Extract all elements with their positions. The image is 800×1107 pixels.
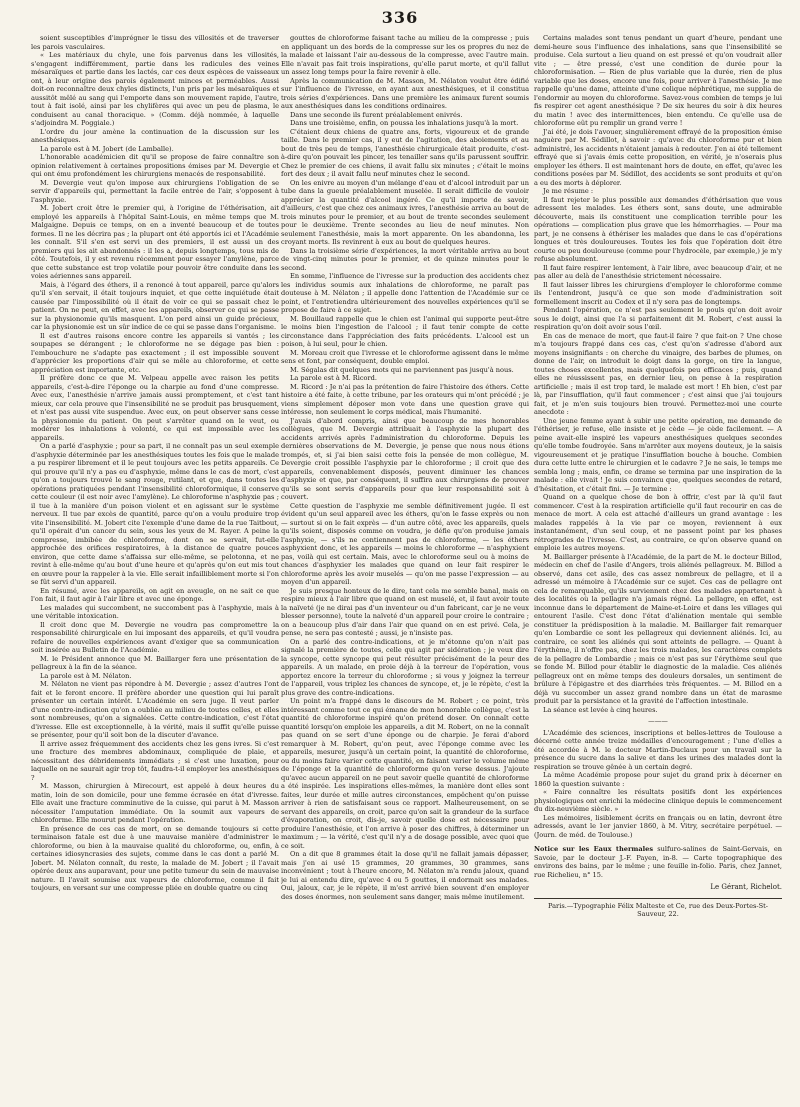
paragraph: La séance est levée à cinq heures. xyxy=(543,705,658,714)
paragraph: On les enivre au moyen d'un mélange d'eau et d'alcool introduit par un tube dans la gueule préalablement muselée. Il serait difficile de vouloir apprécier la quantité d'alcool ingéré. Ce qu'il importe de savoir, d'ailleurs, c'est que chez ces animaux ivres, l'anesthésie arriva au bout de trois minutes pour le premier, et au bout de trente secondes seulement pour le deuxième. Trente secondes au lieu de neuf minutes. Non seulement l'anesthésie, mais la mort apparente. On les abandonna, les croyant morts. Ils revinrent à eux au bout de quelques heures. xyxy=(281,178,529,246)
paragraph: Après la communication de M. Masson, M. Nélaton voulut être édifié sur l'influence de l'ivresse, en ayant aux anesthésiques, et il constitua trois séries d'expériences. Dans une première les animaux furent soumis aux anesthésiques dans les conditions ordinaires. xyxy=(281,76,529,110)
paragraph: Les mémoires, lisiblement écrits en français ou en latin, devront être adressés, avant le 1er janvier 1860, à M. Vitry, secrétaire perpétuel. — (Journ. de méd. de Toulouse.) xyxy=(534,813,782,839)
paragraph: Je suis presque honteux de le dire, tant cela me semble banal, mais on respire mieux à l'air libre que quand on est muselé, et, il faut avoir toute la naïveté (je ne dirai pas d'un inventeur ou d'un fabricant, car je ne veux blesser personne), toute la naïveté d'un appareil pour croire le contraire ; on a beaucoup plus d'air dans l'air que quand on en est privé. Cela, je pense, ne sera pas contesté ; aussi, je n'insiste pas. xyxy=(281,586,529,637)
paragraph: Cette question de l'asphyxie me semble définitivement jugée. Il est évident qu'un seul appareil avec les éthers, qu'on le fasse exprès ou non — surtout si on le fait exprès — d'un autre côté, avec les appareils, quels qu'ils soient, disposés comme on voudra, je défie qu'on produise jamais l'asphyxie, — s'ils ne contiennent pas de chloroforme, — les éthers asphyxient donc, et les appareils — moins le chloroforme — n'asphyxient pas, voilà qui est certain. Mais, avec le chloroforme seul ou à moins de chances d'asphyxier les malades que quand on leur fait respirer le chloroforme après les avoir muselés — qu'on me passe l'expression — au moyen d'un appareil. xyxy=(281,501,529,586)
paragraph: Il croit donc que M. Devergie ne voudra pas compromettre la responsabilité chirurgicale en lui imposant des appareils, et qu'il voudra refaire de nouvelles expériences avant d'exiger que sa communication soit insérée au Bulletin de l'Académie. xyxy=(31,620,279,654)
paragraph: On a parlé d'asphyxie ; pour sa part, il ne connaît pas un seul exemple d'asphyxie déterminée par les anesthésiques toutes les fois que le malade a pu respirer librement et il le peut toujours avec les petits appareils. Ce qui prouve qu'il n'y a pas eu d'asphyxie, même dans le cas de mort, c'est qu'on a toujours trouvé le sang rouge, rutilant, et que, dans toutes les opérations pratiquées pendant l'insensibilité chloroformique, il conserve cette couleur (il est noir avec l'amylène). Le chloroforme n'asphyxie pas ; il tue à la manière d'un poison violent et en agissant sur le système nerveux. Il tue par excès de quantité, parce qu'on a voulu produire trop vite l'insensibilité. M. Jobert cite l'exemple d'une dame de la rue Taitbout, qu'il opérait d'un cancer du sein, sous les yeux de M. Rayer. A peine la compresse, imbibée de chloroforme, dont on se servait, fut-elle approchée des orifices respiratoires, à la distance de quatre pouces environ, que cette dame s'affaissa sur elle-même, se pelotonna, et ne revint à elle-même qu'au bout d'une heure et qu'après qu'on eut mis tout en œuvre pour la rappeler à la vie. Elle serait infailliblement morte si l'on se fût servi d'un appareil. xyxy=(31,442,279,586)
paragraph: M. Ricord : Je n'ai pas la prétention de faire l'histoire des éthers. Cette histoire a été faite, à cette tribune, par les orateurs qui m'ont précédé ; je viens simplement déposer mon vote dans une question grave qui intéresse, non seulement le corps médical, mais l'humanité. xyxy=(281,382,529,416)
paragraph: M. Devergie veut qu'on impose aux chirurgiens l'obligation de se servir d'appareils qui, permettant la facile entrée de l'air, s'opposent à l'asphyxie. xyxy=(31,178,279,204)
advertisement-title: Notice sur les Eaux thermales xyxy=(534,845,654,853)
column-left xyxy=(31,34,279,1092)
paragraph: M. le Président annonce que M. Baillarger fera une présentation de pellagreux à la fin de la séance. xyxy=(31,654,279,671)
paragraph: En cas de menace de mort, que faut-il faire ? que fait-on ? Une chose m'a toujours frappé dans ces cas, c'est qu'on s'adresse d'abord aux moyens insignifiants : on cherche du vinaigre, des barbes de plumes, on donne de l'air, on introduit le doigt dans la gorge, on tire la langue, toutes choses excellentes, mais quelquefois peu efficaces ; puis, quand elles ne réussissent pas, en dernier lieu, on pense à la respiration artificielle ; mais il est trop tard, le malade est mort ! Eh bien, c'est par là, par l'insufflation, qu'il faut commencer ; c'est ainsi que j'ai toujours fait, et je m'en suis toujours bien trouvé. Permettez-moi une courte anecdote : xyxy=(534,331,782,416)
paragraph: La parole est à M. Ricord. xyxy=(290,374,377,382)
paragraph: On a dit que 8 grammes était la dose qu'il ne fallait jamais dépasser, mais j'en ai usé 15 grammes, 20 grammes, 30 grammes, sans inconvénient ; tout à l'heure encore, M. Nélaton m'a rendu jaloux, quand je lui ai entendu dire, qu'avec 4 ou 5 gouttes, il endormait ses malades. Oui, jaloux, car, je le répète, il m'est arrivé bien souvent d'en employer des doses énormes, non seulement sans danger, mais même inutilement. xyxy=(281,850,529,901)
paragraph: Mais, à l'égard des éthers, il a renoncé à tout appareil, parce qu'alors qu'il s'en servait, il était toujours inquiet, et que cette inquiétude était causée par l'impossibilité où il était de voir ce qui se passait chez le patient. On ne peut, en effet, avec les appareils, observer ce qui se passe sur la physionomie qu'ils masquent. L'on perd ainsi un guide précieux, car la physionomie est un sûr indice de ce qui se passe dans l'organisme. xyxy=(31,280,279,331)
advertisement-text: sulfuro-salines de Saint-Gervais, en Savoie, par le docteur J.-F. Payen, in-8. — Carte topographique des environs des bains, par le même ; une feuille in-folio. Paris, chez Jannet, rue Richelieu, n° 15. xyxy=(534,845,782,879)
paragraph: « Faire connaître les résultats positifs dont les expériences physiologiques ont enrichi la médecine clinique depuis le commencement du dix-neuvième siècle. » xyxy=(534,788,782,813)
paragraph: M. Jobert croit être le premier qui, à l'origine de l'éthérisation, ait employé les appareils à l'hôpital Saint-Louis, en même temps que M. Malgaigne. Depuis ce temps, on en a inventé beaucoup et de toutes formes. Il ne les décrira pas ; la plupart ont été apportés ici et l'Académie les connaît. S'il s'en est servi un des premiers, il est aussi un des premiers qui les ait abandonnés : il les a, depuis longtemps, tous mis de côté. Toutefois, il y est revenu récemment pour essayer l'amylène, parce que cette substance est trop volatile pour pouvoir être conduite dans les voies aériennes sans appareil. xyxy=(31,204,279,280)
paragraph: Il faut rejeter le plus possible aux demandes d'éthérisation que vous adressent les malades. Les éthers sont, sans doute, une admirable découverte, mais ils constituent une complication terrible pour les opérations — complication plus grave que les hémorrhagies. — Pour ma part, je ne consens à éthériser les malades que dans le cas d'opérations longues et très douloureuses. Toutes les fois que l'opération doit être courte ou peu douloureuse (comme pour l'hydrocèle, par exemple,) je m'y refuse absolument. xyxy=(534,195,782,263)
paragraph: Pendant l'opération, ce n'est pas seulement le pouls qu'on doit avoir sous le doigt, ainsi que l'a si parfaitement dit M. Robert, c'est aussi la respiration qu'on doit avoir sous l'œil. xyxy=(534,306,782,331)
paragraph: Quand on a quelque chose de bon à offrir, c'est par là qu'il faut commencer. C'est à la respiration artificielle qu'il faut recourir en cas de menace de mort. A cela est attaché d'ailleurs un grand avantage : les malades rappelés à la vie par ce moyen, reviennent à eux instantanément, d'un seul coup, et ne passent point par les phases rétrogrades de l'ivresse. C'est, au contraire, ce qu'on observe quand on emploie les autres moyens. xyxy=(534,493,782,552)
paragraph: On a parlé des contre-indications, et je m'étonne qu'on n'ait pas signalé la première de toutes, celle qui agit par sidération ; je veux dire la syncope, cette syncope qui peut résulter précisément de la peur des appareils. A un malade, en proie déjà à la terreur de l'opération, vous apportez encore la terreur du chloroforme ; si vous y joignez la terreur de l'appareil, vous triplez les chances de syncope, et, je le répète, c'est la plus grave des contre-indications. xyxy=(281,637,529,697)
paragraph: J'avais d'abord compris, ainsi que beaucoup de mes honorables collègues, que M. Devergie attribuait à l'asphyxie la plupart des accidents arrivés après l'administration du chloroforme. Depuis les dernières observations de M. Devergie, je pense que nous nous étions trompés, et, si j'ai bien saisi cette fois la pensée de mon collègue, M. Devergie croit possible l'asphyxie par le chloroforme ; il croit que des appareils, convenablement disposés, peuvent diminuer les chances d'asphyxie et que, par conséquent, il suffira aux chirurgiens de prouver qu'ils se sont servis d'appareils pour que leur responsabilité soit à couvert. xyxy=(281,416,529,501)
managing-editor-signature: Le Gérant, Richelot. xyxy=(710,883,782,891)
printer-imprint: Paris.—Typographie Félix Malteste et Ce, rue des Deux-Portes-St-Sauveur, 22. xyxy=(547,901,769,918)
paragraph: Une jeune femme ayant à subir une petite opération, me demande de l'éthériser, je refuse, elle insiste et je cède — je cède facilement. — A peine avait-elle inspiré les vapeurs anesthésiques quelques secondes qu'elle tombe foudroyée. Sans m'arrêter aux moyens douteux, je la saisis vigoureusement et je pratique l'insufflation bouche à bouche. Combien dura cette lutte entre le chirurgien et le cadavre ? Je ne sais, le temps me sembla long ; mais, enfin, ce drame se termina par une inspiration de la malade : elle vivait ! Je suis convaincu que, quelques secondes de retard, d'hésitation, et c'était fini. — Je termine : xyxy=(534,416,782,493)
paragraph: Dans une troisième, enfin, on poussa les inhalations jusqu'à la mort. xyxy=(290,119,519,127)
paragraph: Les malades qui succombent, ne succombent pas à l'asphyxie, mais à une véritable intoxication. xyxy=(31,603,279,620)
paragraph: L'ordre du jour amène la continuation de la discussion sur les anesthésiques. xyxy=(31,127,279,144)
paragraph: Il faut faire respirer lentement, à l'air libre, avec beaucoup d'air, et ne pas aller au delà de l'anesthésie strictement nécessaire. xyxy=(534,263,782,280)
paragraph: M. Baillarger présente à l'Académie, de la part de M. le docteur Billod, médecin en chef de l'asile d'Angers, trois aliénés pellagreux. M. Billod a observé, dans cet asile, des cas assez nombreux de pellagre, et il a adressé un mémoire à l'Académie sur ce sujet. Ces cas de pellagre ont cela de remarquable, qu'ils surviennent chez des malades appartenant à des localités où la pellagre n'a jamais régné. La pellagre, en effet, est inconnue dans le département de Maine-et-Loire et dans les villages qui entourent l'asile. C'est donc l'état d'aliénation mentale qui semble constituer la prédisposition à la maladie. M. Baillarger fait remarquer qu'en Lombardie ce sont les pellagreux qui deviennent aliénés. Ici, au contraire, ce sont les aliénés qui sont atteints de pellagre. — Quant à l'érythème, il n'offre pas, chez les trois malades, les caractères complets de la pellagre de Lombardie ; mais ce n'est pas sur l'érythème seul que se fonde M. Billod pour établir le diagnostic de la maladie. Ces aliénés pellagreux ont en même temps des douleurs dorsales, un sentiment de brûlure à l'épigastre et des diarrhées très fréquentes. — M. Billod en a déjà vu succomber un assez grand nombre dans un état de marasme produit par la persistance et la gravité de l'affection intestinale. xyxy=(534,552,782,705)
paragraph: Il arrive assez fréquemment des accidents chez les gens ivres. Si c'est une fracture des membres abdominaux, compliquée de plaie, et nécessitant des débridements immédiats ; si c'est une luxation, pour laquelle on ne saurait agir trop tôt, faudra-t-il employer les anesthésiques ? xyxy=(31,739,279,782)
paragraph: soient susceptibles d'imprégner le tissu des villosités et de traverser les parois vasculaires. xyxy=(31,34,279,51)
paragraph: Dans une seconde ils furent préalablement enivrés. xyxy=(290,110,463,119)
paragraph: Certains malades sont tenus pendant un quart d'heure, pendant une demi-heure sous l'influence des inhalations, sans que l'insensibilité se produise. Cela surtout a lieu quand on est pressé et qu'on voudrait aller vite ; — être pressé, c'est une condition de durée pour la chloroformisation. — Rien de plus variable que la durée, rien de plus variable que les doses, encore une fois, pour arriver à l'anesthésie. Je me rappelle qu'une dame, atteinte d'une colique néphrétique, me supplia de l'endormir au moyen du chloroforme. Savez-vous combien de temps je lui fis respirer cet agent anesthésique ? De six heures du soir à dix heures du matin ! avec des intermittences, bien entendu. Ce qu'elle usa de chloroforme eût pu remplir un grand verre ! xyxy=(534,34,782,127)
paragraph: La parole est à M. Nélaton. xyxy=(40,671,132,680)
paragraph: Un point m'a frappé dans le discours de M. Robert ; ce point, très intéressant comme tout ce qui émane de mon honorable collègue, c'est la quantité de chloroforme inspiré qu'on prétend doser. On connaît cette quantité lorsqu'on emploie les appareils, a dit M. Robert, on ne la connaît pas quand on se sert d'une éponge ou de charpie. Je ferai d'abord remarquer à M. Robert, qu'on peut, avec l'éponge comme avec les appareils, mesurer, jusqu'à un certain point, la quantité de chloroforme, ou du moins faire varier cette quantité, en faisant varier le volume même de l'éponge et la quantité de chloroforme qu'on verse dessus. J'ajoute qu'avec aucun appareil on ne peut savoir quelle quantité de chloroforme a été inspirée. Les inspirations elles-mêmes, la manière dont elles sont faites, leur durée et mille autres circonstances, empêchent qu'on puisse arriver à rien de satisfaisant sous ce rapport. Malheureusement, on se servant des appareils, on croit, parce qu'on sait la grandeur de la surface d'évaporation, on croit, dis-je, savoir quelle dose est nécessaire pour produire l'anesthésie, et l'on arrive à poser des chiffres, à déterminer un maximum ; — la vérité, c'est qu'il n'y a de dosage possible, avec quoi que ce soit. xyxy=(281,697,529,850)
paragraph: L'honorable académicien dit qu'il se propose de faire connaître son opinion relativement à certaines propositions émises par M. Devergie et qui ont ému profondément les chirurgiens menacés de responsabilité. xyxy=(31,153,279,178)
column-middle xyxy=(281,34,529,1092)
paragraph: J'ai été, je dois l'avouer, singulièrement effrayé de la proposition émise naguère par M. Sédillot, à savoir : qu'avec du chloroforme pur et bien administré, les accidents n'étaient jamais à redouter. J'en ai été tellement effrayé que si j'avais émis cette proposition, en vérité, je n'oserais plus employer les éthers. Il est maintenant hors de doute, en effet, qu'avec les conditions posées par M. Sédillot, des accidents se sont produits et qu'on a eu des morts à déplorer. xyxy=(534,127,782,187)
paragraph: M. Moreau croit que l'ivresse et le chloroforme agissent dans le même sens et font, par conséquent, double emploi. xyxy=(281,348,529,365)
paragraph: « Les matériaux du chyle, une fois parvenus dans les villosités, s'engagent indifféremment, partie dans les radicules des veines mésaraïques et partie dans les lactés, car ces deux espèces de vaisseaux ont, à leur origine des parois également minces et perméables. Aussi doit-on reconnaître deux chyles distincts, l'un pris par les mésaraïques et aussitôt mêlé au sang qui l'emporte dans son mouvement rapide, l'autre, tout à fait isolé, ainsi par les chylifères qui avec un peu de plasma, le conduisent au canal thoracique. » (Comm. déjà nommée, à laquelle s'adjoindra M. Poggiale.) xyxy=(31,51,279,127)
paragraph: M. Ségalas dit quelques mots qui ne parviennent pas jusqu'à nous. xyxy=(290,365,514,374)
paragraph: Je me résume : xyxy=(543,187,594,195)
advertisement xyxy=(534,845,782,879)
column-right-news xyxy=(534,729,782,840)
paragraph: C'étaient deux chiens de quatre ans, forts, vigoureux et de grande taille. Dans le premier cas, il y eut de l'agitation, des aboiements et au bout de très peu de temps, l'anesthésie chirurgicale était produite, c'est-à-dire qu'on pouvait les pincer, les tenailler sans qu'ils parussent souffrir. Chez le premier de ces chiens, il avait fallu six minutes ; c'était le moins fort des deux ; il avait fallu neuf minutes chez le second. xyxy=(281,127,529,178)
page-number: 336 xyxy=(381,8,419,27)
paragraph: En résumé, avec les appareils, on agit en aveugle, on ne sait ce que l'on fait, il faut agir à l'air libre et avec une éponge. xyxy=(31,586,279,603)
footer-rule xyxy=(534,898,782,899)
section-separator: ——— xyxy=(648,717,668,725)
paragraph: M. Masson, chirurgien à Mirecourt, est appelé à deux heures du matin, loin de son domicile, pour une femme écrasée en état d'ivresse. Elle avait une fracture comminutive de la cuisse, qui parut à M. Masson nécessiter l'amputation immédiate. On la soumit aux vapeurs de chloroforme. Elle mourut pendant l'opération. xyxy=(31,782,279,824)
paragraph: En somme, l'influence de l'ivresse sur la production des accidents chez les individus soumis aux inhalations de chloroforme, ne paraît pas douteuse à M. Nélaton ; il appelle donc l'attention de l'Académie sur ce point, et l'entretiendra ultérieurement des nouvelles expériences qu'il se propose de faire à ce sujet. xyxy=(281,272,529,314)
paragraph: Il faut laisser libres les chirurgiens d'employer le chloroforme comme ils l'entendront, jusqu'à ce que son mode d'administration soit formellement inscrit au Codex et il n'y sera pas de longtemps. xyxy=(534,280,782,306)
paragraph: Il préfère donc ce que M. Velpeau appelle avec raison les petits appareils, c'est-à-dire l'éponge ou la charpie au fond d'une compresse. Avec eux, l'anesthésie n'arrive jamais aussi promptement, et c'est tant mieux, car cela prouve que l'insensibilité ne se produit pas brusquement, et n'est pas aussi vite suspendue. Avec eux, on peut observer sans cesse la physionomie du patient. On peut s'arrêter quand on le veut, ou modérer les inhalations à volonté, ce qui est impossible avec les appareils. xyxy=(31,374,279,442)
column-right xyxy=(534,34,782,1092)
column-right-report xyxy=(534,34,782,714)
paragraph: M. Bouillaud rappelle que le chien est l'animal qui supporte peut-être le moins bien l'ingestion de l'alcool ; il faut tenir compte de cette circonstance dans l'appréciation des faits précédents. L'alcool est un poison, à lui seul, pour le chien. xyxy=(281,314,529,348)
paragraph: La même Académie propose pour sujet du grand prix à décerner en 1860 la question suivante : xyxy=(534,771,782,788)
paragraph: En présence de ces cas de mort, on se demande toujours si cette terminaison fatale est due à une mauvaise manière d'administrer le chloroforme, ou bien à la mauvaise qualité du chloroforme, ou, enfin, à certaines idiosyncrasies des sujets, comme dans le cas dont a parlé M. Jobert. M. Nélaton connaît, du reste, la malade de M. Jobert ; il l'avait opérée deux ans auparavant, pour une petite tumeur du sein de mauvaise nature. Il l'avait soumise aux vapeurs de chloroforme, comme il fait toujours, en versant sur une compresse pliée en double quatre ou cinq xyxy=(31,824,279,892)
paragraph: La parole est à M. Jobert (de Lamballe). xyxy=(40,144,174,153)
paragraph: Il est d'autres raisons encore contre les appareils si vantés ; les soupapes se dérangent ; le chloroforme ne se dégage pas bien : l'embouchure ne s'adapte pas exactement ; il est impossible souvent d'apprécier les proportions d'air qui se mêle au chloroforme, et cette appréciation est importante, etc. xyxy=(31,331,279,374)
paragraph: Dans la troisième série d'expériences, la mort véritable arriva au bout de vingt-cinq minutes pour le premier, et de quinze minutes pour le second. xyxy=(281,246,529,272)
paragraph: gouttes de chloroforme faisant tache au milieu de la compresse ; puis en appliquant un des bords de la compresse sur les os propres du nez de la malade et laissant l'air au-dessous de la compresse, avec l'autre main. Elle n'avait pas fait trois inspirations, qu'elle parut morte, et qu'il fallut un assez long temps pour la faire revenir à elle. xyxy=(281,34,529,76)
paragraph: L'Académie des sciences, inscriptions et belles-lettres de Toulouse a décerné cette année treize médailles d'encouragement ; l'une d'elles a été accordée à M. le docteur Martin-Duclaux pour un travail sur la présence du sucre dans la salive et dans les urines des malades dont la respiration se trouve gênée à un certain degré. xyxy=(534,728,782,771)
paragraph: M. Nélaton ne vient pas répondre à M. Devergie ; assez d'autres l'ont fait et le feront encore. Il préfère aborder une question qui lui paraît présenter un certain intérêt. L'Académie en sera juge. Il veut parler d'une contre-indication qu'on a oubliée au milieu de toutes celles, et elles sont nombreuses, qu'on a signalées. Cette contre-indication, c'est l'état d'ivresse. Elle est exceptionnelle, à la vérité, mais il suffit qu'elle puisse se présenter, pour qu'il soit bon de la discuter d'avance. xyxy=(31,680,279,739)
